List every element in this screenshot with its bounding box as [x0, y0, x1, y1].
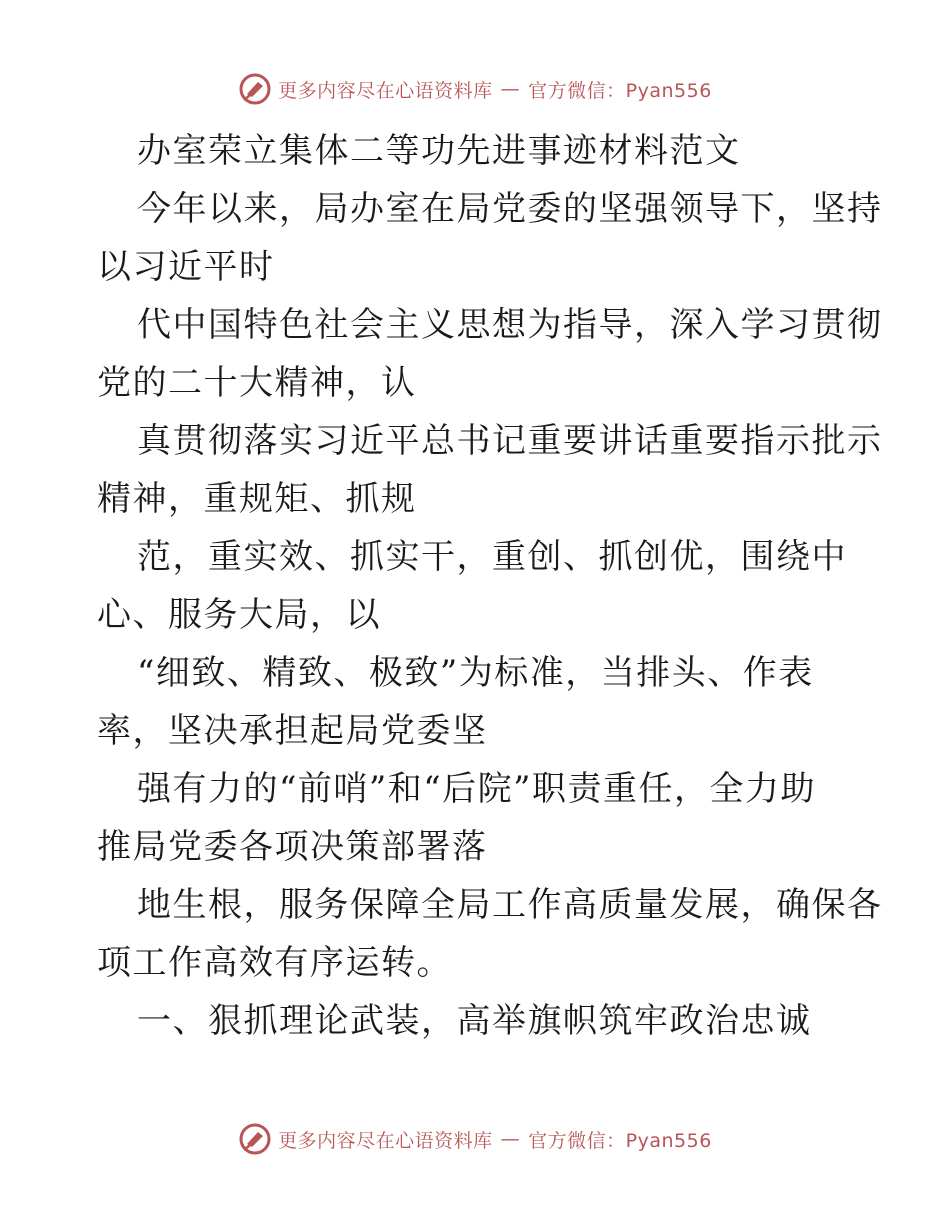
- paragraph-line: 地生根，服务保障全局工作高质量发展，确保各: [137, 885, 883, 925]
- watermark-brand-text: 更多内容尽在心语资料库: [278, 1129, 493, 1152]
- paragraph-line: 范，重实效、抓实干，重创、抓创优，围绕中: [137, 537, 847, 577]
- watermark-contact-text: 官方微信：Pyan556: [528, 79, 712, 102]
- paragraph-line: 以习近平时: [97, 247, 275, 287]
- watermark-contact-text: 官方微信：Pyan556: [528, 1129, 712, 1152]
- paragraph-line: 心、服务大局，以: [97, 595, 381, 635]
- paragraph-line: 推局党委各项决策部署落: [97, 827, 488, 867]
- paragraph-line: “细致、精致、极致”为标准，当排头、作表: [137, 653, 814, 693]
- watermark-footer: [0, 1122, 950, 1156]
- brand-logo-icon: [238, 72, 272, 106]
- watermark-brand-text: 更多内容尽在心语资料库: [278, 79, 493, 102]
- paragraph-line: 真贯彻落实习近平总书记重要讲话重要指示批示: [137, 421, 883, 461]
- document-body: [97, 122, 883, 1050]
- paragraph-line: 率，坚决承担起局党委坚: [97, 711, 488, 751]
- watermark-dash: —: [500, 78, 521, 100]
- brand-logo-icon: [238, 1122, 272, 1156]
- watermark-dash: —: [500, 1128, 521, 1150]
- paragraph-line: 代中国特色社会主义思想为指导，深入学习贯彻: [137, 305, 883, 345]
- paragraph-line: 精神，重规矩、抓规: [97, 479, 417, 519]
- section-heading: 一、狠抓理论武装，高举旗帜筑牢政治忠诚: [137, 1001, 812, 1041]
- paragraph-line: 党的二十大精神，认: [97, 363, 417, 403]
- paragraph-line: 今年以来，局办室在局党委的坚强领导下，坚持: [137, 189, 883, 229]
- watermark-header: [0, 72, 950, 106]
- paragraph-line: 项工作高效有序运转。: [97, 943, 452, 983]
- paragraph-line: 强有力的“前哨”和“后院”职责重任，全力助: [137, 769, 817, 809]
- document-title: 办室荣立集体二等功先进事迹材料范文: [137, 131, 741, 171]
